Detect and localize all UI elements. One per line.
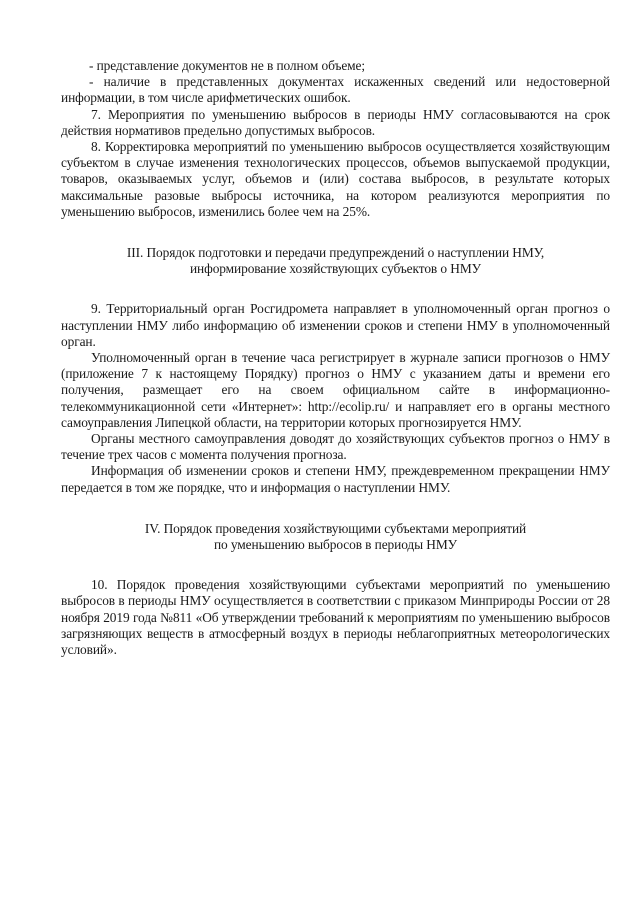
- section-3-heading-line2: информирование хозяйствующих субъектов о НМУ: [189, 261, 482, 277]
- section-3-heading-line1: III. Порядок подготовки и передачи предупреждений о наступлении НМУ,: [126, 245, 545, 261]
- document-page: [61, 58, 610, 658]
- list-item-incomplete-documents: - представление документов не в полном объеме;: [89, 58, 366, 73]
- paragraph-9: 9. Территориальный орган Росгидромета направляет в уполномоченный орган прогноз о наступлении НМУ либо информацию об изменении сроков и степени НМУ в уполномоченный орган.: [61, 301, 610, 349]
- section-3-heading: [61, 245, 610, 277]
- section-4-heading-line2: по уменьшению выбросов в периоды НМУ: [213, 537, 458, 553]
- paragraph-authorized-body: Уполномоченный орган в течение часа регистрирует в журнале записи прогнозов о НМУ (приложение 7 к настоящему Порядку) прогноз о НМУ с указанием даты и времени его получения, размещает его на своем официальном сайте в информационно-телекоммуникационной сети «Интернет»: http://ecolip.ru/ и направляет его в органы местного самоуправления Липецкой области, на территории которых прогнозируется НМУ.: [61, 350, 610, 430]
- section-4-heading: [61, 521, 610, 553]
- paragraph-information-changes: Информация об изменении сроков и степени НМУ, преждевременном прекращении НМУ передается в том же порядке, что и информация о наступлении НМУ.: [61, 463, 610, 495]
- paragraph-10: 10. Порядок проведения хозяйствующими субъектами мероприятий по уменьшению выбросов в периоды НМУ осуществляется в соответствии с приказом Минприроды России от 28 ноября 2019 года №811 «Об утверждении требований к мероприятиям по уменьшению выбросов загрязняющих веществ в атмосферный воздух в периоды неблагоприятных метеорологических условий».: [61, 577, 610, 658]
- paragraph-8: 8. Корректировка мероприятий по уменьшению выбросов осуществляется хозяйствующим субъектом в случае изменения технологических процессов, объемов выпускаемой продукции, товаров, оказываемых услуг, объемов и (или) состава выбросов, в результате которых максимальные разовые выбросы источника, на котором реализуются мероприятия по уменьшению выбросов, изменились более чем на 25%.: [61, 139, 610, 219]
- section-4-heading-line1: IV. Порядок проведения хозяйствующими субъектами мероприятий: [144, 520, 527, 536]
- paragraph-7: 7. Мероприятия по уменьшению выбросов в периоды НМУ согласовываются на срок действия нормативов предельно допустимых выбросов.: [61, 106, 610, 138]
- paragraph-local-government: Органы местного самоуправления доводят до хозяйствующих субъектов прогноз о НМУ в течение трех часов с момента получения прогноза.: [61, 431, 610, 463]
- list-item-distorted-information: - наличие в представленных документах искаженных сведений или недостоверной информации, в том числе арифметических ошибок.: [61, 74, 610, 106]
